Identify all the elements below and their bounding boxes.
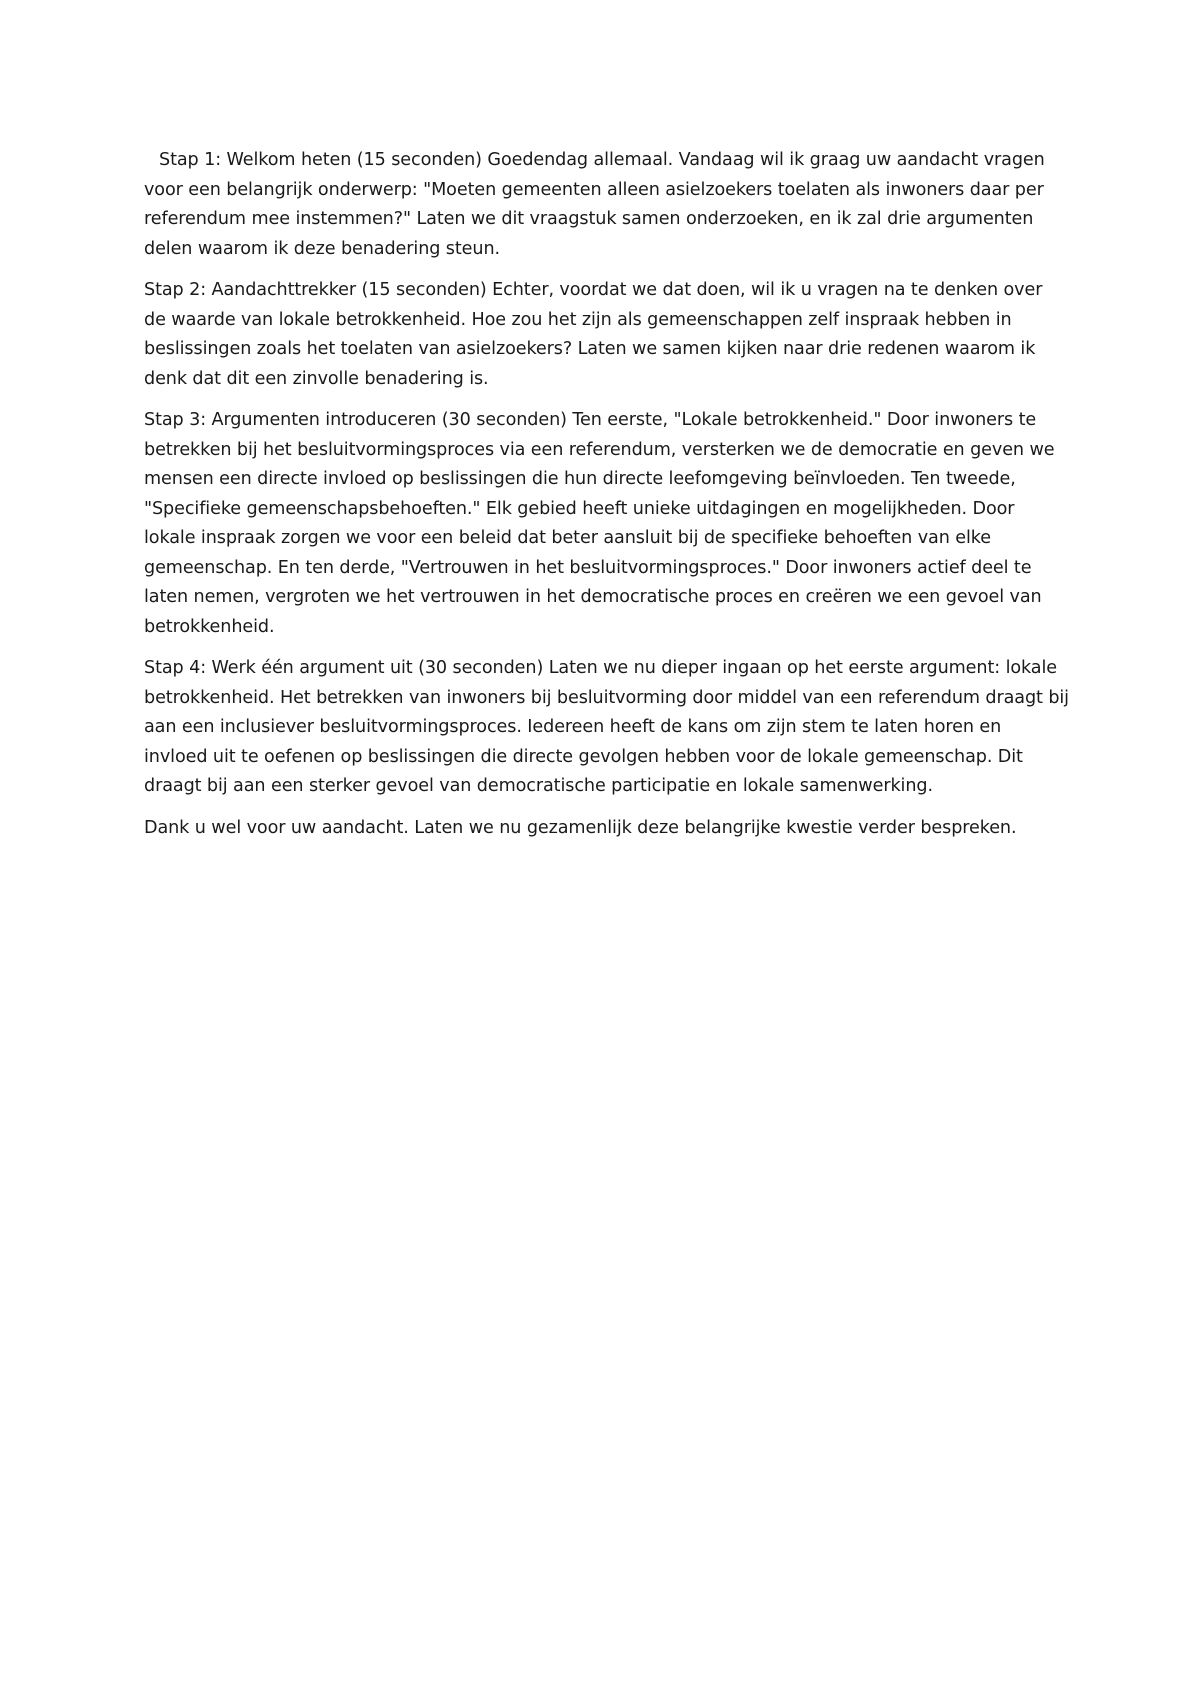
paragraph-closing: Dank u wel voor uw aandacht. Laten we nu gezamenlijk deze belangrijke kwestie verder bespreken. (144, 817, 1017, 838)
paragraph-step-4: Stap 4: Werk één argument uit (30 seconden) Laten we nu dieper ingaan op het eerste argument: lokale betrokkenheid. Het betrekken van inwoners bij besluitvorming door middel van een referendum draagt bij aan een inclusiever besluitvormingsproces. Iedereen heeft de kans om zijn stem te laten horen en invloed uit te oefenen op beslissingen die directe gevolgen hebben voor de lokale gemeenschap. Dit draagt bij aan een sterker gevoel van democratische participatie en lokale samenwerking. (144, 658, 1069, 796)
paragraph-step-3: Stap 3: Argumenten introduceren (30 seconden) Ten eerste, "Lokale betrokkenheid." Door inwoners te betrekken bij het besluitvormingsproces via een referendum, versterken we de democratie en geven we mensen een directe invloed op beslissingen die hun directe leefomgeving beïnvloeden. Ten tweede, "Specifieke gemeenschapsbehoeften." Elk gebied heeft unieke uitdagingen en mogelijkheden. Door lokale inspraak zorgen we voor een beleid dat beter aansluit bij de specifieke behoeften van elke gemeenschap. En ten derde, "Vertrouwen in het besluitvormingsproces." Door inwoners actief deel te laten nemen, vergroten we het vertrouwen in het democratische proces en creëren we een gevoel van betrokkenheid. (144, 410, 1055, 637)
paragraph-step-2: Stap 2: Aandachttrekker (15 seconden) Echter, voordat we dat doen, wil ik u vragen na te denken over de waarde van lokale betrokkenheid. Hoe zou het zijn als gemeenschappen zelf inspraak hebben in beslissingen zoals het toelaten van asielzoekers? Laten we samen kijken naar drie redenen waarom ik denk dat dit een zinvolle benadering is. (144, 280, 1043, 389)
paragraph-step-1: Stap 1: Welkom heten (15 seconden) Goedendag allemaal. Vandaag wil ik graag uw aandacht vragen voor een belangrijk onderwerp: "Moeten gemeenten alleen asielzoekers toelaten als inwoners daar per referendum mee instemmen?" Laten we dit vraagstuk samen onderzoeken, en ik zal drie argumenten delen waarom ik deze benadering steun. (144, 150, 1045, 259)
document-body (144, 146, 1069, 855)
